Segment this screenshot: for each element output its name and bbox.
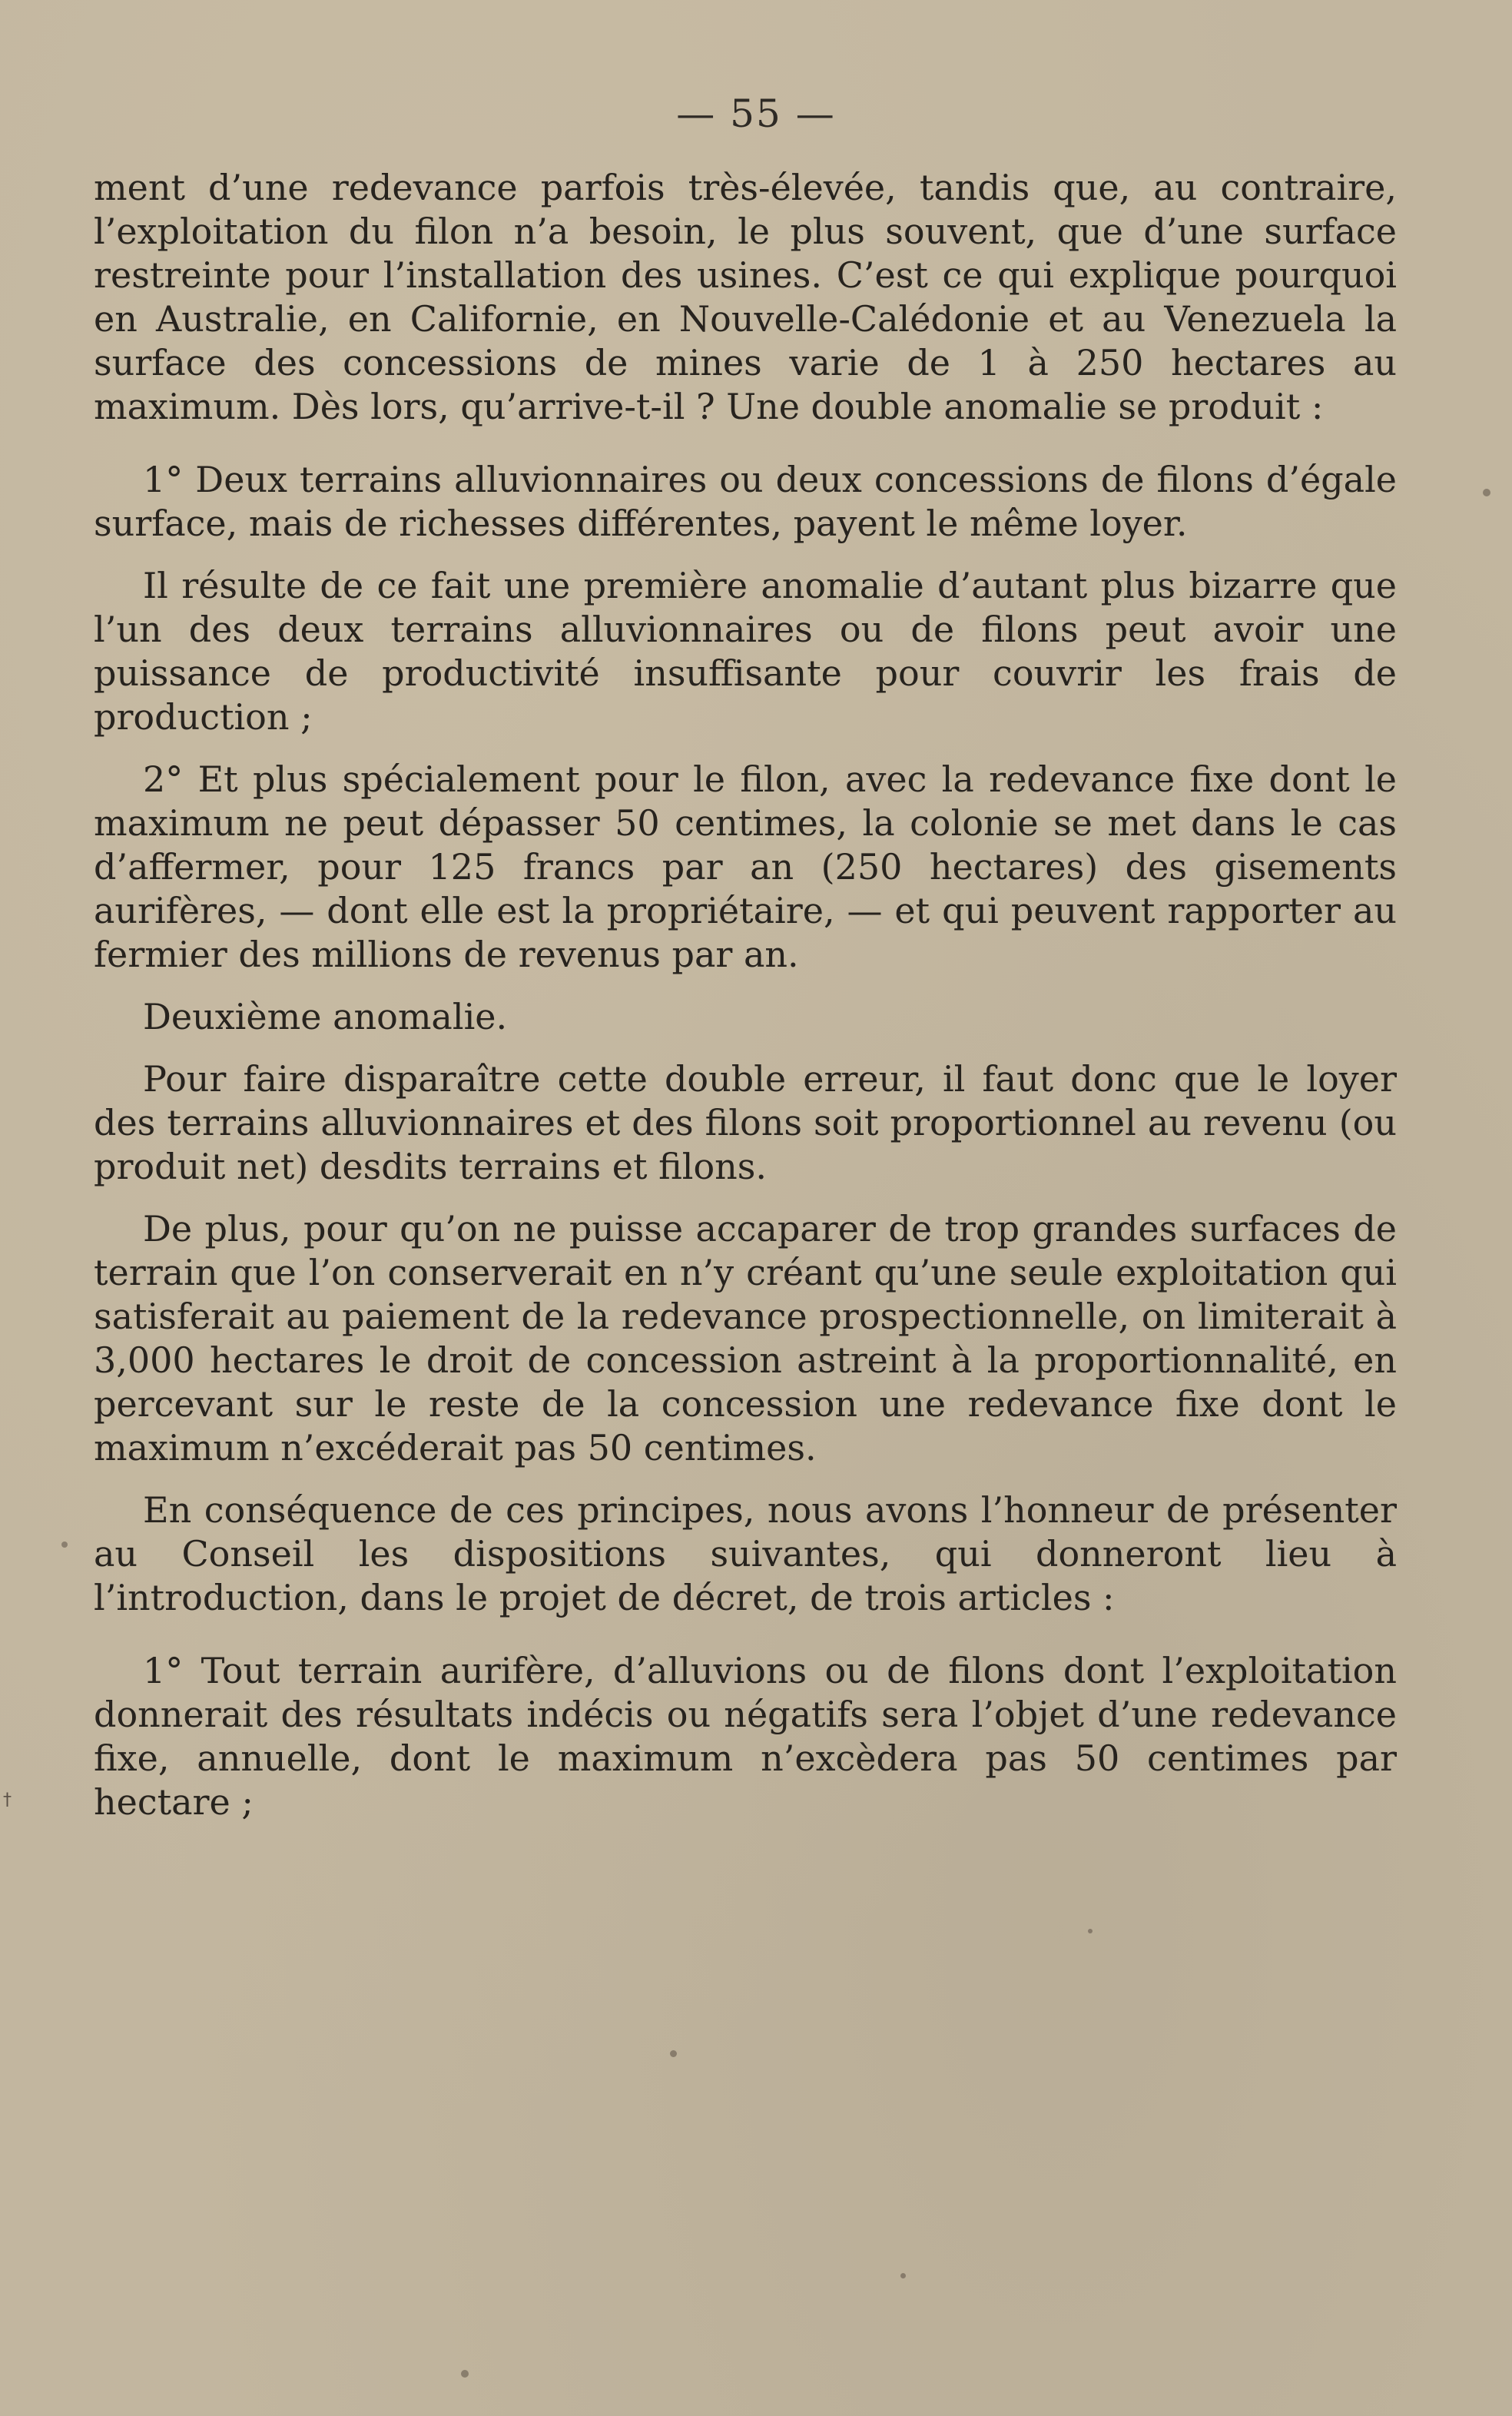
paragraph-first-anomaly: Il résulte de ce fait une première anomalie d’autant plus bizarre que l’un des deux terrains alluvionnaires ou de filons peut avoir une puissance de productivité insuffisante pour couvrir les frais de production ; — [94, 565, 1397, 738]
paragraph-point-1: 1° Deux terrains alluvionnaires ou deux concessions de filons d’égale surface, mais de richesses différentes, payent le même loyer. — [94, 459, 1397, 544]
paper-speck — [900, 2273, 906, 2278]
paper-speck — [1483, 489, 1490, 496]
paper-speck — [670, 2050, 677, 2057]
paper-speck — [1088, 1929, 1093, 1933]
page-number: — 55 — — [676, 91, 836, 136]
paper-speck — [61, 1542, 68, 1548]
paragraph-proportional-rent: Pour faire disparaître cette double erreur, il faut donc que le loyer des terrains alluvionnaires et des filons soit proportionnel au revenu (ou produit net) desdits terrains et filons. — [94, 1058, 1397, 1187]
paragraph-continuation: ment d’une redevance parfois très-élevée, tandis que, au contraire, l’exploitation du filon n’a besoin, le plus souvent, que d’une surface restreinte pour l’installation des usines. C’est ce qui explique pourquoi en Australie, en Californie, en Nouvelle-Calédonie et au Venezuela la surface des concessions de mines varie de 1 à 250 hectares au maximum. Dès lors, qu’arrive-t-il ? Une double anomalie se produit : — [94, 167, 1397, 427]
margin-mark: † — [3, 1790, 12, 1810]
paragraph-point-2: 2° Et plus spécialement pour le filon, avec la redevance fixe dont le maximum ne peut dépasser 50 centimes, la colonie se met dans le cas d’affermer, pour 125 francs par an (250 hectares) des gisements aurifères, — dont elle est la propriétaire, — et qui peuvent rapporter au fermier des millions de revenus par an. — [94, 758, 1397, 975]
body-text — [94, 166, 1397, 1843]
paragraph-surface-limit: De plus, pour qu’on ne puisse accaparer de trop grandes surfaces de terrain que l’on conserverait en n’y créant qu’une seule exploitation qui satisferait au paiement de la redevance prospectionnelle, on limiterait à 3,000 hectares le droit de concession astreint à la proportionnalité, en percevant sur le reste de la concession une redevance fixe dont le maximum n’excéderait pas 50 centimes. — [94, 1208, 1397, 1469]
paragraph-article-1: 1° Tout terrain aurifère, d’alluvions ou de filons dont l’exploitation donnerait des résultats indécis ou négatifs sera l’objet d’une redevance fixe, annuelle, dont le maximum n’excèdera pas 50 centimes par hectare ; — [94, 1650, 1397, 1823]
paragraph-second-anomaly: Deuxième anomalie. — [143, 996, 508, 1037]
paper-speck — [461, 2370, 469, 2378]
paragraph-proposal-intro: En conséquence de ces principes, nous avons l’honneur de présenter au Conseil les dispositions suivantes, qui donneront lieu à l’introduction, dans le projet de décret, de trois articles : — [94, 1489, 1397, 1618]
